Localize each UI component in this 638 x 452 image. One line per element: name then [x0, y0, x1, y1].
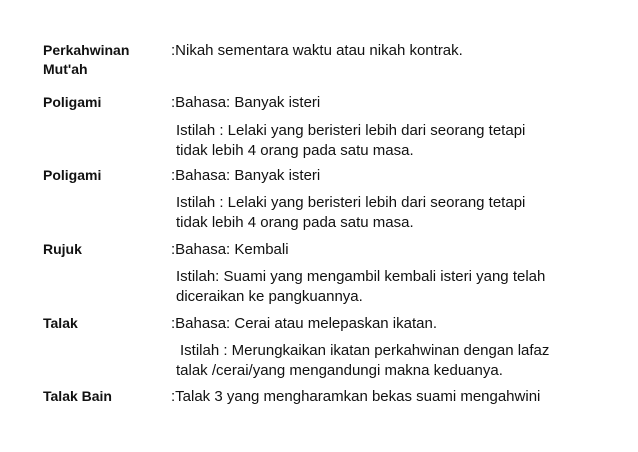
- definition-line: diceraikan ke pangkuannya.: [176, 288, 363, 305]
- definition-line: :Bahasa: Banyak isteri: [171, 94, 321, 111]
- definition-line: tidak lebih 4 orang pada satu masa.: [176, 214, 414, 231]
- definition-line: :Bahasa: Cerai atau melepaskan ikatan.: [171, 315, 437, 332]
- definition-line: talak /cerai/yang mengandungi makna keduanya.: [176, 362, 503, 379]
- definition-line: :Talak 3 yang mengharamkan bekas suami mengahwini: [171, 388, 541, 405]
- definition-line: :Bahasa: Banyak isteri: [171, 167, 321, 184]
- term-perkahwinan-mutah: Perkahwinan Mut'ah: [43, 42, 130, 77]
- term-talak-bain: Talak Bain: [43, 388, 112, 404]
- term-poligami: Poligami: [43, 94, 102, 110]
- definition-line: :Nikah sementara waktu atau nikah kontrak.: [171, 42, 463, 59]
- definition-line: Istilah: Suami yang mengambil kembali isteri yang telah: [176, 268, 546, 285]
- definition-line: Istilah : Merungkaikan ikatan perkahwinan dengan lafaz: [180, 342, 550, 359]
- definition-line: Istilah : Lelaki yang beristeri lebih dari seorang tetapi: [176, 122, 526, 139]
- term-poligami: Poligami: [43, 167, 102, 183]
- definition-line: Istilah : Lelaki yang beristeri lebih dari seorang tetapi: [176, 194, 526, 211]
- definition-line: :Bahasa: Kembali: [171, 241, 289, 258]
- term-rujuk: Rujuk: [43, 241, 82, 257]
- definition-line: tidak lebih 4 orang pada satu masa.: [176, 142, 414, 159]
- term-talak: Talak: [43, 315, 78, 331]
